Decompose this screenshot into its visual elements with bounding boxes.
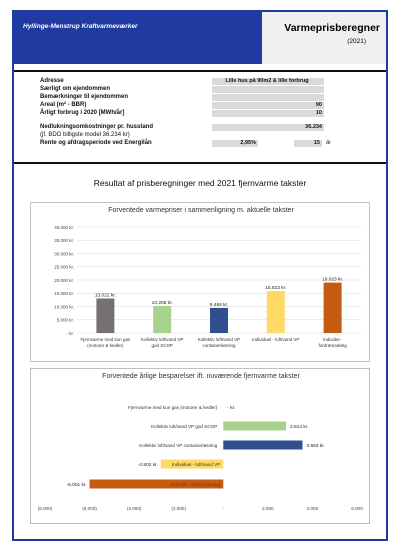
- savings-value-label: 3.553 kr.: [306, 443, 325, 449]
- nedlukning-label: Nedlukningsomkostninger pr. husstand: [40, 124, 154, 130]
- savings-value-label: -6.001 kr.: [66, 482, 87, 488]
- header: [14, 12, 386, 64]
- top-divider: [14, 70, 386, 72]
- savings-chart-svg: [31, 369, 369, 523]
- savings-bar: [223, 422, 286, 431]
- savings-category-label: Kollektiv luft/vand VP containerløsning: [139, 442, 218, 448]
- savings-bar: [223, 441, 302, 450]
- row-saerligt: [32, 86, 352, 93]
- y-tick-label: 35.000 kr.: [54, 238, 74, 244]
- mid-divider: [14, 162, 386, 164]
- y-tick-label: 30.000 kr.: [54, 251, 74, 257]
- category-label: Kollektiv luft/vand VP: [141, 337, 184, 342]
- price-bar: [324, 283, 342, 333]
- periode-field[interactable]: 15: [294, 140, 322, 147]
- category-label: (motorer & kedler): [87, 343, 124, 348]
- y-tick-label: 5.000 kr.: [56, 317, 74, 323]
- x-tick-label: (2.000): [171, 506, 186, 511]
- areal-field[interactable]: 90: [212, 102, 324, 109]
- y-tick-label: 20.000 kr.: [54, 277, 74, 283]
- x-tick-label: (8.000): [37, 506, 53, 511]
- price-bar: [153, 306, 171, 333]
- bemaerkninger-label: Bemærkninger til ejendommen: [40, 94, 129, 100]
- calculator-year: (2021): [347, 38, 366, 45]
- saerligt-field[interactable]: [212, 86, 324, 93]
- periode-unit: år: [326, 140, 331, 146]
- forbrug-label: Årligt forbrug i 2020 [MWh/år]: [40, 110, 125, 116]
- x-tick-label: (4.000): [126, 506, 142, 511]
- x-tick-label: -: [222, 506, 225, 511]
- row-rente: [32, 140, 352, 147]
- category-label: Individel -: [322, 337, 343, 342]
- calculator-title: Varmeprisberegner: [284, 22, 380, 34]
- y-tick-label: 10.000 kr.: [54, 304, 74, 310]
- savings-chart-title: Forventede årlige besparelser ift. nuværende fjernvarme takster: [102, 373, 300, 380]
- y-tick-label: 15.000 kr.: [54, 291, 74, 297]
- adresse-label: Adresse: [40, 78, 64, 84]
- rente-field[interactable]: 2,95%: [212, 140, 258, 147]
- price-bar-label: 19.023 kr.: [322, 277, 344, 283]
- areal-label: Areal (m² - BBR): [40, 102, 87, 108]
- forbrug-field[interactable]: 10: [212, 110, 324, 117]
- row-nedlukning-sub: [32, 132, 352, 139]
- rente-label: Rente og afdragsperiode ved Energilån: [40, 140, 152, 146]
- savings-chart: [30, 368, 370, 524]
- row-bemaerkninger: [32, 94, 352, 101]
- category-label: containerløsning: [202, 343, 236, 348]
- price-chart-title: Forventede varmepriser i sammenligning m. aktuelle takster: [108, 207, 294, 214]
- savings-value-label: -2.802 kr.: [137, 462, 158, 468]
- price-bar: [96, 298, 114, 333]
- price-bar: [210, 308, 228, 333]
- savings-value-label: 2.814 kr.: [289, 424, 309, 430]
- price-bar: [267, 291, 285, 333]
- category-label: Individuel - luft/vand VP: [252, 337, 300, 342]
- row-areal: [32, 102, 352, 109]
- price-bar-label: 9.468 kr.: [209, 302, 229, 308]
- category-label: god SCOP: [151, 343, 173, 348]
- calculator-frame: [12, 10, 388, 541]
- saerligt-label: Særligt om ejendommen: [40, 86, 111, 92]
- header-brand-panel: [14, 12, 262, 64]
- nedlukning-field[interactable]: 36.234: [212, 124, 324, 131]
- row-adresse: [32, 78, 352, 85]
- price-comparison-chart: [30, 202, 370, 362]
- results-title: Resultat af prisberegninger med 2021 fjernvarme takster: [93, 178, 307, 188]
- category-label: Fjernvarme med kun gas: [80, 337, 131, 342]
- row-nedlukning: [32, 124, 352, 131]
- header-title-panel: [262, 12, 386, 64]
- savings-category-label: Fjernvarme med kun gas (motorer & kedler): [128, 404, 218, 410]
- price-bar-label: 15.823 kr.: [265, 286, 287, 292]
- bemaerkninger-field[interactable]: [212, 94, 324, 101]
- y-tick-label: 25.000 kr.: [54, 264, 74, 270]
- category-label: Kollektiv luft/vand VP: [197, 337, 241, 342]
- x-tick-label: 4.000: [306, 506, 319, 511]
- price-bar-label: 13.022 kr.: [94, 293, 116, 299]
- category-label: fordrænanlæg: [318, 343, 347, 348]
- y-tick-label: - kr.: [66, 330, 74, 336]
- savings-value-label: - kr.: [227, 405, 236, 411]
- price-chart-svg: [31, 203, 369, 361]
- adresse-field[interactable]: Lille hus på 90m2 & lille forbrug: [212, 78, 324, 85]
- company-name: Hyllinge-Menstrup Kraftvarmeværker: [23, 23, 138, 30]
- savings-category-label: Individuel - luft/vand VP: [172, 461, 221, 467]
- x-tick-label: (6.000): [82, 506, 97, 511]
- savings-category-label: Kollektiv luft/vand VP god SCOP: [150, 423, 218, 429]
- savings-category-label: Individel - fordrænanlæg: [170, 481, 221, 487]
- y-tick-label: 40.000 kr.: [54, 224, 74, 230]
- price-bar-label: 10.208 kr.: [151, 300, 173, 306]
- x-tick-label: 2.000: [262, 506, 274, 511]
- row-forbrug: [32, 110, 352, 117]
- x-tick-label: 6.000: [351, 506, 363, 511]
- nedlukning-sublabel: (jf. BDO billigste model 36.234 kr): [40, 132, 130, 138]
